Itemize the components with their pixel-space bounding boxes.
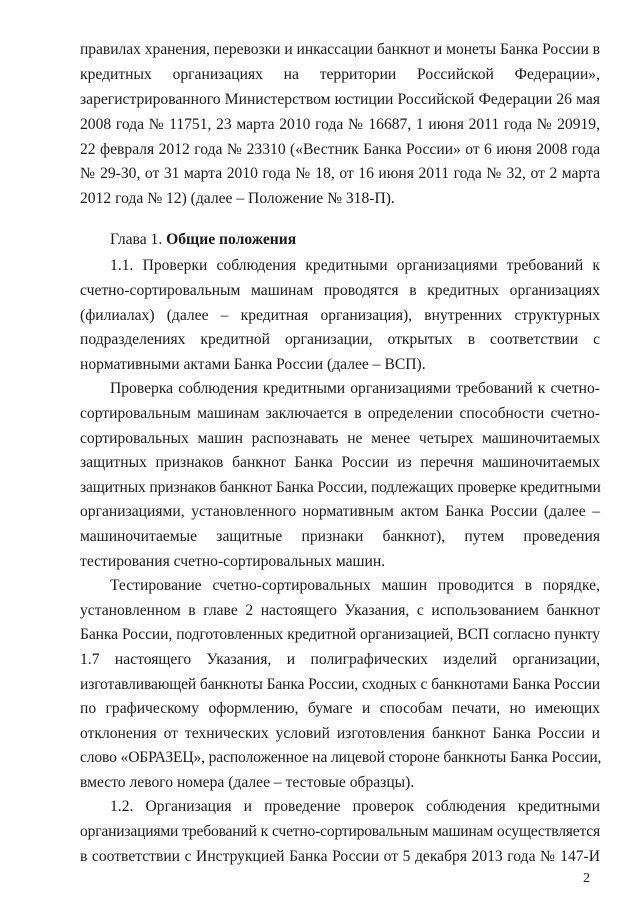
text-line: кредитных организациях на территории Российской Федерации»,: [80, 66, 600, 83]
chapter-title: Общие положения: [166, 231, 297, 248]
chapter-number: Глава 1.: [110, 231, 163, 248]
text-line: 1.2. Организация и проведение проверок соблюдения кредитными: [110, 798, 600, 815]
text-line: в соответствии с Инструкцией Банка России от 5 декабря 2013 года № 147-И: [80, 848, 600, 865]
page-number: 2: [583, 871, 590, 886]
text-line: машиночитаемые защитные признаки банкнот), путем проведения: [80, 528, 600, 545]
text-line: отклонения от технических условий изготовления банкнот Банка России и: [80, 725, 600, 742]
text-line: правилах хранения, перевозки и инкассации банкнот и монеты Банка России в: [80, 41, 600, 58]
text-line: 2012 года № 12) (далее – Положение № 318-П).: [80, 190, 395, 207]
text-line: № 29-30, от 31 марта 2010 года № 18, от 16 июня 2011 года № 32, от 2 марта: [80, 165, 600, 182]
text-line: 2008 года № 11751, 23 марта 2010 года № 16687, 1 июня 2011 года № 20919,: [80, 116, 600, 133]
text-line: 22 февраля 2012 года № 23310 («Вестник Банка России» от 6 июня 2008 года: [80, 141, 600, 158]
text-line: по графическому оформлению, бумаге и способам печати, но имеющих: [80, 700, 600, 717]
text-line: Проверка соблюдения кредитными организациями требований к счетно-: [110, 380, 600, 397]
text-line: сортировальным машинам заключается в определении способности счетно-: [80, 405, 600, 422]
text-line: Банка России, подготовленных кредитной организацией, ВСП согласно пункту: [80, 626, 600, 643]
text-line: слово «ОБРАЗЕЦ», расположенное на лицевой стороне банкноты Банка России,: [80, 749, 602, 766]
text-line: подразделениях кредитной организации, открытых в соответствии с: [80, 331, 600, 348]
text-line: тестирования счетно-сортировальных машин.: [80, 553, 386, 570]
text-line: организациями требований к счетно-сортировальным машинам осуществляется: [80, 823, 600, 840]
text-line: сортировальных машин распознавать не менее четырех машиночитаемых: [80, 430, 600, 447]
chapter-heading: [110, 230, 600, 250]
text-line: 1.1. Проверки соблюдения кредитными организациями требований к: [110, 257, 600, 274]
text-line: (филиалах) (далее – кредитная организация), внутренних структурных: [80, 307, 600, 324]
text-line: зарегистрированного Министерством юстиции Российской Федерации 26 мая: [80, 91, 600, 108]
text-line: организациями, установленного нормативным актом Банка России (далее –: [80, 503, 600, 520]
text-line: вместо левого номера (далее – тестовые образцы).: [80, 774, 415, 791]
text-line: изготавливающей банкноты Банка России, сходных с банкнотами Банка России: [80, 676, 600, 693]
text-line: счетно-сортировальным машинам проводятся в кредитных организациях: [80, 282, 600, 299]
text-line: защитных признаков банкнот Банка России, подлежащих проверке кредитными: [80, 479, 601, 496]
text-line: нормативными актами Банка России (далее – ВСП).: [80, 356, 426, 373]
text-line: Тестирование счетно-сортировальных машин проводится в порядке,: [110, 577, 600, 594]
text-line: установленном в главе 2 настоящего Указания, с использованием банкнот: [80, 602, 600, 619]
text-line: 1.7 настоящего Указания, и полиграфических изделий организации,: [80, 651, 600, 668]
text-line: защитных признаков банкнот Банка России из перечня машиночитаемых: [80, 454, 600, 471]
